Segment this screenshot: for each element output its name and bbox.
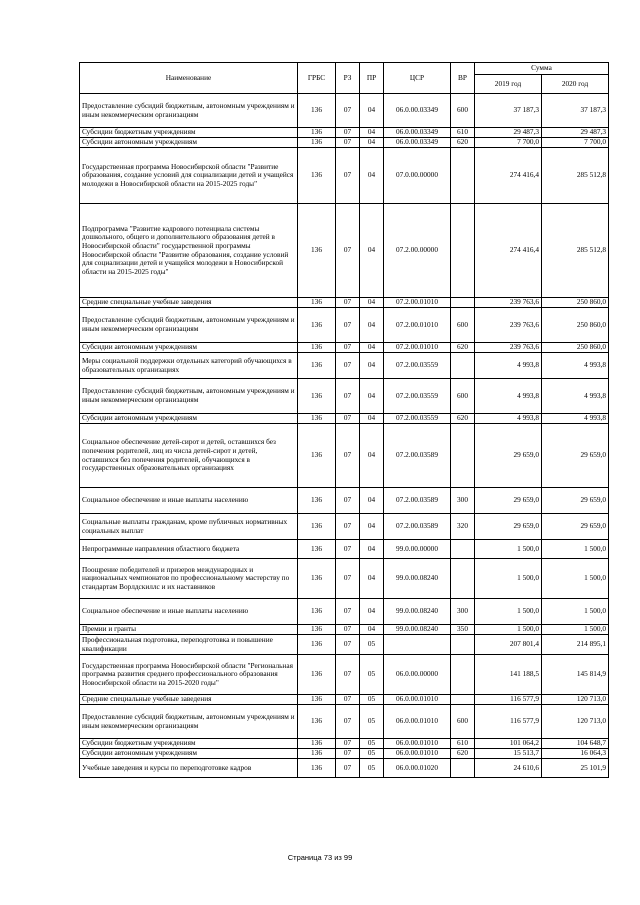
cell-pr: 04 <box>360 424 384 488</box>
cell-name: Социальное обеспечение и иные выплаты населению <box>80 488 298 514</box>
cell-rz: 07 <box>336 599 360 625</box>
cell-rz: 07 <box>336 128 360 138</box>
cell-name: Предоставление субсидий бюджетным, автономным учреждениям и иным некоммерческим организациям <box>80 94 298 128</box>
cell-y2020: 250 860,0 <box>542 298 609 308</box>
cell-y2020: 250 860,0 <box>542 308 609 343</box>
cell-grbs: 136 <box>298 138 336 148</box>
cell-vr <box>451 655 475 695</box>
cell-vr: 300 <box>451 488 475 514</box>
cell-grbs: 136 <box>298 695 336 705</box>
table-row <box>80 379 609 414</box>
cell-y2019: 29 659,0 <box>475 514 542 540</box>
budget-table <box>79 62 609 778</box>
cell-pr: 05 <box>360 749 384 759</box>
cell-vr: 610 <box>451 128 475 138</box>
cell-rz: 07 <box>336 414 360 424</box>
cell-csr <box>384 635 451 655</box>
cell-y2020: 1 500,0 <box>542 540 609 559</box>
cell-vr: 620 <box>451 138 475 148</box>
cell-csr: 99.0.00.00000 <box>384 540 451 559</box>
cell-csr: 99.0.00.08240 <box>384 599 451 625</box>
cell-vr <box>451 353 475 379</box>
cell-csr: 06.0.00.00000 <box>384 655 451 695</box>
cell-y2019: 7 700,0 <box>475 138 542 148</box>
cell-pr: 04 <box>360 298 384 308</box>
cell-grbs: 136 <box>298 298 336 308</box>
table-row <box>80 625 609 635</box>
cell-rz: 07 <box>336 353 360 379</box>
table-row <box>80 655 609 695</box>
cell-csr: 06.0.00.01010 <box>384 739 451 749</box>
cell-y2019: 4 993,8 <box>475 353 542 379</box>
cell-y2019: 1 500,0 <box>475 599 542 625</box>
table-row <box>80 739 609 749</box>
cell-grbs: 136 <box>298 414 336 424</box>
cell-y2019: 239 763,6 <box>475 343 542 353</box>
cell-csr: 07.2.00.03589 <box>384 424 451 488</box>
cell-csr: 06.0.00.03349 <box>384 138 451 148</box>
cell-vr <box>451 148 475 204</box>
table-row <box>80 353 609 379</box>
cell-pr: 04 <box>360 559 384 599</box>
table-row <box>80 298 609 308</box>
page-number: Страница 73 из 99 <box>287 853 353 862</box>
cell-y2019: 24 610,6 <box>475 759 542 778</box>
cell-y2020: 1 500,0 <box>542 599 609 625</box>
table-row <box>80 559 609 599</box>
cell-csr: 06.0.00.03349 <box>384 94 451 128</box>
cell-grbs: 136 <box>298 739 336 749</box>
header-pr: ПР <box>360 63 384 94</box>
cell-vr <box>451 204 475 298</box>
cell-y2020: 285 512,8 <box>542 204 609 298</box>
cell-rz: 07 <box>336 625 360 635</box>
cell-name: Субсидии бюджетным учреждениям <box>80 128 298 138</box>
cell-name: Предоставление субсидий бюджетным, автономным учреждениям и иным некоммерческим организациям <box>80 379 298 414</box>
table-row <box>80 488 609 514</box>
cell-y2020: 214 895,1 <box>542 635 609 655</box>
cell-vr <box>451 635 475 655</box>
cell-name: Непрограммные направления областного бюджета <box>80 540 298 559</box>
cell-pr: 04 <box>360 488 384 514</box>
cell-y2020: 120 713,0 <box>542 705 609 739</box>
cell-grbs: 136 <box>298 148 336 204</box>
cell-rz: 07 <box>336 540 360 559</box>
cell-rz: 07 <box>336 424 360 488</box>
cell-pr: 04 <box>360 353 384 379</box>
table-row <box>80 635 609 655</box>
table-row <box>80 343 609 353</box>
cell-name: Средние специальные учебные заведения <box>80 298 298 308</box>
table-row <box>80 128 609 138</box>
cell-y2019: 1 500,0 <box>475 625 542 635</box>
cell-y2019: 29 659,0 <box>475 488 542 514</box>
cell-csr: 07.2.00.03589 <box>384 514 451 540</box>
cell-rz: 07 <box>336 148 360 204</box>
cell-name: Меры социальной поддержки отдельных категорий обучающихся в образовательных организациях <box>80 353 298 379</box>
cell-pr: 05 <box>360 759 384 778</box>
cell-pr: 04 <box>360 343 384 353</box>
cell-y2019: 29 659,0 <box>475 424 542 488</box>
cell-csr: 06.0.00.03349 <box>384 128 451 138</box>
table-header <box>80 63 609 94</box>
cell-grbs: 136 <box>298 599 336 625</box>
cell-vr <box>451 695 475 705</box>
cell-name: Профессиональная подготовка, переподготовка и повышение квалификации <box>80 635 298 655</box>
cell-name: Учебные заведения и курсы по переподготовке кадров <box>80 759 298 778</box>
cell-vr: 600 <box>451 705 475 739</box>
cell-pr: 04 <box>360 204 384 298</box>
cell-y2020: 1 500,0 <box>542 625 609 635</box>
cell-grbs: 136 <box>298 128 336 138</box>
cell-grbs: 136 <box>298 204 336 298</box>
cell-grbs: 136 <box>298 705 336 739</box>
cell-csr: 06.0.00.01010 <box>384 695 451 705</box>
cell-y2020: 104 648,7 <box>542 739 609 749</box>
cell-name: Средние специальные учебные заведения <box>80 695 298 705</box>
cell-y2019: 239 763,6 <box>475 308 542 343</box>
cell-grbs: 136 <box>298 308 336 343</box>
cell-y2019: 15 513,7 <box>475 749 542 759</box>
cell-y2020: 25 101,9 <box>542 759 609 778</box>
cell-name: Государственная программа Новосибирской области "Региональная программа развития среднего профессионального образования Новосибирской области на 2015-2020 годы" <box>80 655 298 695</box>
cell-grbs: 136 <box>298 353 336 379</box>
cell-csr: 06.0.00.01010 <box>384 705 451 739</box>
cell-pr: 04 <box>360 599 384 625</box>
cell-name: Государственная программа Новосибирской области "Развитие образования, создание условий для социализации детей и учащейся молодежи в Новосибирской области на 2015-2025 годы" <box>80 148 298 204</box>
cell-y2019: 116 577,9 <box>475 705 542 739</box>
cell-csr: 07.2.00.00000 <box>384 204 451 298</box>
header-name: Наименование <box>80 63 298 94</box>
cell-rz: 07 <box>336 514 360 540</box>
table-row <box>80 148 609 204</box>
header-rz: РЗ <box>336 63 360 94</box>
header-grbs: ГРБС <box>298 63 336 94</box>
cell-grbs: 136 <box>298 655 336 695</box>
cell-vr <box>451 298 475 308</box>
cell-y2020: 1 500,0 <box>542 559 609 599</box>
cell-rz: 07 <box>336 308 360 343</box>
cell-rz: 07 <box>336 343 360 353</box>
cell-pr: 04 <box>360 128 384 138</box>
cell-pr: 04 <box>360 514 384 540</box>
cell-pr: 04 <box>360 625 384 635</box>
cell-grbs: 136 <box>298 514 336 540</box>
cell-grbs: 136 <box>298 379 336 414</box>
cell-name: Субсидии автономным учреждениям <box>80 749 298 759</box>
cell-y2019: 207 801,4 <box>475 635 542 655</box>
cell-name: Субсидии автономным учреждениям <box>80 343 298 353</box>
cell-csr: 99.0.00.08240 <box>384 559 451 599</box>
table-row <box>80 705 609 739</box>
cell-vr: 620 <box>451 414 475 424</box>
header-vr: ВР <box>451 63 475 94</box>
table-row <box>80 138 609 148</box>
cell-rz: 07 <box>336 204 360 298</box>
cell-vr: 320 <box>451 514 475 540</box>
cell-y2020: 120 713,0 <box>542 695 609 705</box>
cell-y2020: 285 512,8 <box>542 148 609 204</box>
cell-y2019: 274 416,4 <box>475 204 542 298</box>
cell-grbs: 136 <box>298 625 336 635</box>
cell-rz: 07 <box>336 695 360 705</box>
cell-y2019: 1 500,0 <box>475 540 542 559</box>
cell-y2020: 29 659,0 <box>542 488 609 514</box>
cell-csr: 06.0.00.01020 <box>384 759 451 778</box>
table-row <box>80 599 609 625</box>
cell-csr: 07.2.00.03559 <box>384 414 451 424</box>
cell-vr <box>451 559 475 599</box>
cell-name: Предоставление субсидий бюджетным, автономным учреждениям и иным некоммерческим организациям <box>80 308 298 343</box>
cell-csr: 06.0.00.01010 <box>384 749 451 759</box>
cell-y2019: 141 188,5 <box>475 655 542 695</box>
cell-grbs: 136 <box>298 488 336 514</box>
cell-pr: 04 <box>360 94 384 128</box>
cell-csr: 07.2.00.03559 <box>384 353 451 379</box>
cell-y2020: 16 064,3 <box>542 749 609 759</box>
cell-pr: 04 <box>360 308 384 343</box>
cell-y2020: 4 993,8 <box>542 379 609 414</box>
table-row <box>80 749 609 759</box>
cell-y2020: 145 814,9 <box>542 655 609 695</box>
table-row <box>80 414 609 424</box>
cell-rz: 07 <box>336 298 360 308</box>
cell-vr: 620 <box>451 343 475 353</box>
cell-y2019: 116 577,9 <box>475 695 542 705</box>
cell-grbs: 136 <box>298 94 336 128</box>
cell-rz: 07 <box>336 749 360 759</box>
table-row <box>80 94 609 128</box>
cell-vr <box>451 540 475 559</box>
cell-rz: 07 <box>336 655 360 695</box>
cell-pr: 04 <box>360 414 384 424</box>
cell-name: Поощрение победителей и призеров международных и национальных чемпионатов по профессиональному мастерству по стандартам Ворлдскиллс и их наставников <box>80 559 298 599</box>
cell-name: Предоставление субсидий бюджетным, автономным учреждениям и иным некоммерческим организациям <box>80 705 298 739</box>
cell-csr: 07.2.00.01010 <box>384 298 451 308</box>
cell-csr: 07.0.00.00000 <box>384 148 451 204</box>
cell-rz: 07 <box>336 739 360 749</box>
cell-rz: 07 <box>336 559 360 599</box>
cell-grbs: 136 <box>298 343 336 353</box>
cell-grbs: 136 <box>298 749 336 759</box>
cell-y2019: 4 993,8 <box>475 379 542 414</box>
table-body <box>80 94 609 778</box>
cell-name: Премии и гранты <box>80 625 298 635</box>
cell-csr: 99.0.00.08240 <box>384 625 451 635</box>
cell-y2020: 4 993,8 <box>542 414 609 424</box>
cell-rz: 07 <box>336 635 360 655</box>
table-row <box>80 759 609 778</box>
cell-vr: 600 <box>451 94 475 128</box>
cell-y2019: 4 993,8 <box>475 414 542 424</box>
cell-csr: 07.2.00.01010 <box>384 308 451 343</box>
cell-y2020: 29 659,0 <box>542 424 609 488</box>
cell-name: Субсидии бюджетным учреждениям <box>80 739 298 749</box>
table-row <box>80 695 609 705</box>
cell-grbs: 136 <box>298 759 336 778</box>
cell-vr: 350 <box>451 625 475 635</box>
header-2019: 2019 год <box>475 75 542 94</box>
cell-vr: 620 <box>451 749 475 759</box>
cell-name: Подпрограмма "Развитие кадрового потенциала системы дошкольного, общего и дополнительного образования детей в Новосибирской области" государственной программы Новосибирской области "Развитие образования, создание условий для социализации детей и учащейся молодежи в Новосибирской области на 2015-2025 годы" <box>80 204 298 298</box>
cell-vr: 600 <box>451 379 475 414</box>
cell-rz: 07 <box>336 138 360 148</box>
table-row <box>80 424 609 488</box>
cell-name: Социальное обеспечение детей-сирот и детей, оставшихся без попечения родителей, лиц из числа детей-сирот и детей, оставшихся без попечения родителей, обучающихся в государственных образовательных организациях <box>80 424 298 488</box>
cell-y2019: 29 487,3 <box>475 128 542 138</box>
cell-y2019: 239 763,6 <box>475 298 542 308</box>
header-csr: ЦСР <box>384 63 451 94</box>
cell-name: Субсидии автономным учреждениям <box>80 414 298 424</box>
cell-name: Субсидии автономным учреждениям <box>80 138 298 148</box>
cell-y2019: 37 187,3 <box>475 94 542 128</box>
header-2020: 2020 год <box>542 75 609 94</box>
cell-y2020: 29 659,0 <box>542 514 609 540</box>
cell-y2020: 4 993,8 <box>542 353 609 379</box>
cell-vr <box>451 424 475 488</box>
cell-pr: 05 <box>360 705 384 739</box>
cell-pr: 05 <box>360 635 384 655</box>
header-sum: Сумма <box>475 63 609 75</box>
cell-grbs: 136 <box>298 559 336 599</box>
cell-csr: 07.2.00.03589 <box>384 488 451 514</box>
cell-name: Социальные выплаты гражданам, кроме публичных нормативных социальных выплат <box>80 514 298 540</box>
cell-grbs: 136 <box>298 540 336 559</box>
cell-name: Социальное обеспечение и иные выплаты населению <box>80 599 298 625</box>
cell-pr: 04 <box>360 540 384 559</box>
cell-pr: 05 <box>360 739 384 749</box>
cell-y2019: 274 416,4 <box>475 148 542 204</box>
cell-rz: 07 <box>336 488 360 514</box>
cell-pr: 04 <box>360 379 384 414</box>
cell-rz: 07 <box>336 759 360 778</box>
cell-vr: 600 <box>451 308 475 343</box>
cell-y2019: 1 500,0 <box>475 559 542 599</box>
cell-rz: 07 <box>336 94 360 128</box>
cell-vr: 610 <box>451 739 475 749</box>
cell-pr: 05 <box>360 655 384 695</box>
cell-grbs: 136 <box>298 635 336 655</box>
cell-y2020: 7 700,0 <box>542 138 609 148</box>
cell-y2020: 37 187,3 <box>542 94 609 128</box>
cell-y2019: 101 064,2 <box>475 739 542 749</box>
cell-pr: 04 <box>360 138 384 148</box>
table-row <box>80 540 609 559</box>
cell-vr <box>451 759 475 778</box>
table-row <box>80 204 609 298</box>
cell-rz: 07 <box>336 705 360 739</box>
cell-pr: 05 <box>360 695 384 705</box>
table-row <box>80 308 609 343</box>
cell-csr: 07.2.00.01010 <box>384 343 451 353</box>
table-row <box>80 514 609 540</box>
cell-vr: 300 <box>451 599 475 625</box>
cell-csr: 07.2.00.03559 <box>384 379 451 414</box>
cell-y2020: 250 860,0 <box>542 343 609 353</box>
cell-rz: 07 <box>336 379 360 414</box>
cell-pr: 04 <box>360 148 384 204</box>
cell-grbs: 136 <box>298 424 336 488</box>
cell-y2020: 29 487,3 <box>542 128 609 138</box>
